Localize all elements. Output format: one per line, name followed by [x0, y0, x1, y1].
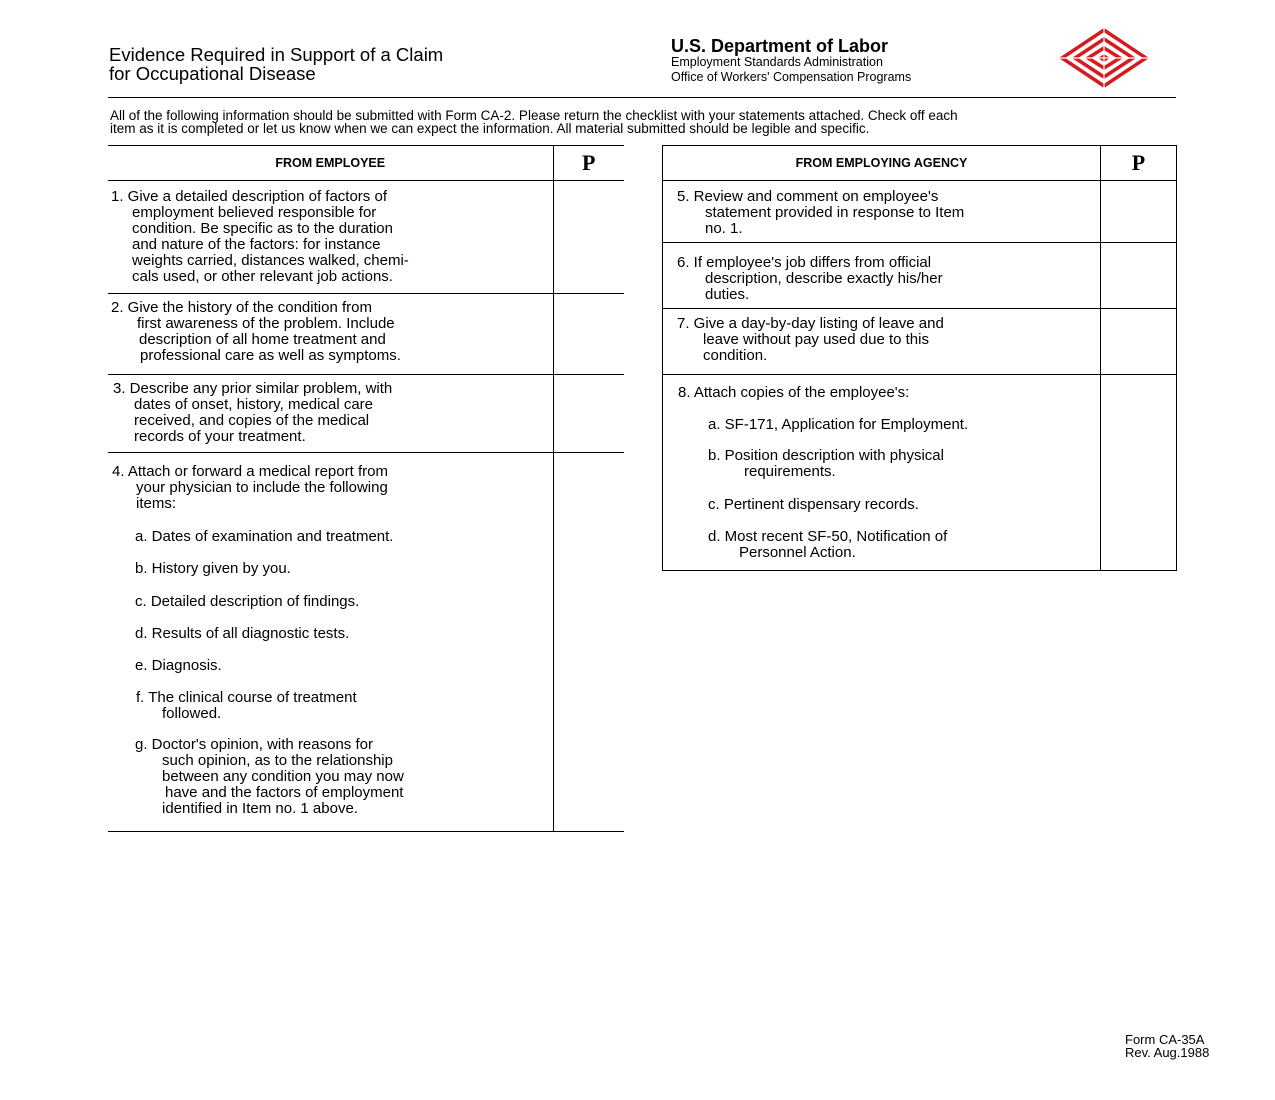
item2-line: description of all home treatment and: [139, 331, 386, 348]
item4-line: items:: [136, 495, 177, 512]
department-name: U.S. Department of Labor: [671, 36, 889, 56]
item6-line: 6. If employee's job differs from official: [677, 254, 932, 271]
employee-check-header: P: [553, 146, 624, 181]
item8d-line: d. Most recent SF-50, Notification of: [708, 528, 948, 545]
item3-line: 3. Describe any prior similar problem, with: [113, 380, 393, 397]
intro-line2: item as it is completed or let us know when we can expect the information. All material submitted should be legible and specific.: [110, 121, 870, 136]
item7-checkbox[interactable]: [1101, 309, 1177, 375]
item7-line: leave without pay used due to this: [703, 331, 929, 348]
item4b: b. History given by you.: [135, 560, 291, 577]
agency-item-6: [663, 243, 1177, 309]
item8b-line: requirements.: [744, 463, 836, 480]
item1-line: employment believed responsible for: [132, 204, 377, 221]
item1-line: cals used, or other relevant job actions.: [132, 268, 393, 285]
item4-checkbox[interactable]: [553, 453, 624, 832]
item8c: c. Pertinent dispensary records.: [708, 496, 919, 513]
item6-line: duties.: [705, 286, 750, 303]
item8a: a. SF-171, Application for Employment.: [708, 416, 969, 433]
item4-line: 4. Attach or forward a medical report from: [112, 463, 388, 480]
item4c: c. Detailed description of findings.: [135, 593, 360, 610]
item3-line: received, and copies of the medical: [134, 412, 370, 429]
item7-line: 7. Give a day-by-day listing of leave and: [677, 315, 944, 332]
item4f-line: f. The clinical course of treatment: [136, 689, 357, 706]
form-number: Form CA-35A: [1125, 1032, 1205, 1047]
employee-item-3: [108, 375, 624, 453]
header-divider: [108, 97, 1176, 98]
item7-line: condition.: [703, 347, 768, 364]
item4g-line: identified in Item no. 1 above.: [162, 800, 358, 817]
item5-line: no. 1.: [705, 220, 743, 237]
item5-line: statement provided in response to Item: [705, 204, 965, 221]
item8b-line: b. Position description with physical: [708, 447, 944, 464]
item4g-line: between any condition you may now: [162, 768, 404, 785]
agency-header: FROM EMPLOYING AGENCY: [663, 146, 1101, 181]
item2-line: professional care as well as symptoms.: [140, 347, 401, 364]
item4d: d. Results of all diagnostic tests.: [135, 625, 350, 642]
agency-check-header: P: [1101, 146, 1177, 181]
employee-header: FROM EMPLOYEE: [108, 146, 553, 181]
item8-checkbox[interactable]: [1101, 375, 1177, 571]
item4g-line: g. Doctor's opinion, with reasons for: [135, 736, 373, 753]
item8-line: 8. Attach copies of the employee's:: [678, 384, 910, 401]
dol-logo-icon: [1058, 27, 1150, 89]
item1-line: weights carried, distances walked, chemi-: [132, 252, 409, 269]
item2-checkbox[interactable]: [553, 294, 624, 375]
form-revision: Rev. Aug.1988: [1125, 1045, 1210, 1060]
employee-item-2: [108, 294, 624, 375]
administration-name: Employment Standards Administration: [671, 55, 883, 69]
item1-line: and nature of the factors: for instance: [132, 236, 381, 253]
item5-checkbox[interactable]: [1101, 181, 1177, 243]
agency-item-7: [663, 309, 1177, 375]
item4-line: your physician to include the following: [136, 479, 388, 496]
item1-line: 1. Give a detailed description of factors of: [111, 188, 387, 205]
form-title-line1: Evidence Required in Support of a Claim: [109, 44, 444, 65]
item6-line: description, describe exactly his/her: [705, 270, 943, 287]
item8d-line: Personnel Action.: [739, 544, 856, 561]
item4e: e. Diagnosis.: [135, 657, 222, 674]
employee-item-4: [108, 453, 624, 832]
employee-checklist-table: [108, 145, 624, 832]
intro-line1: All of the following information should be submitted with Form CA-2. Please return the checklist with your statements attached. Check off each: [110, 108, 958, 123]
item4g-line: such opinion, as to the relationship: [162, 752, 393, 769]
item4f-line: followed.: [162, 705, 222, 722]
agency-item-8: [663, 375, 1177, 571]
item2-line: first awareness of the problem. Include: [137, 315, 395, 332]
agency-checklist-table: [662, 145, 1177, 571]
item5-line: 5. Review and comment on employee's: [677, 188, 939, 205]
agency-item-5: [663, 181, 1177, 243]
employee-item-1: [108, 181, 624, 294]
item3-line: dates of onset, history, medical care: [134, 396, 374, 413]
item6-checkbox[interactable]: [1101, 243, 1177, 309]
form-title-line2: for Occupational Disease: [109, 63, 316, 84]
item4g-line: have and the factors of employment: [165, 784, 404, 801]
item1-checkbox[interactable]: [553, 181, 624, 294]
item1-line: condition. Be specific as to the duration: [132, 220, 393, 237]
item2-line: 2. Give the history of the condition from: [111, 299, 372, 316]
item3-line: records of your treatment.: [134, 428, 306, 445]
item3-checkbox[interactable]: [553, 375, 624, 453]
office-name: Office of Workers' Compensation Programs: [671, 70, 912, 84]
item4a: a. Dates of examination and treatment.: [135, 528, 394, 545]
